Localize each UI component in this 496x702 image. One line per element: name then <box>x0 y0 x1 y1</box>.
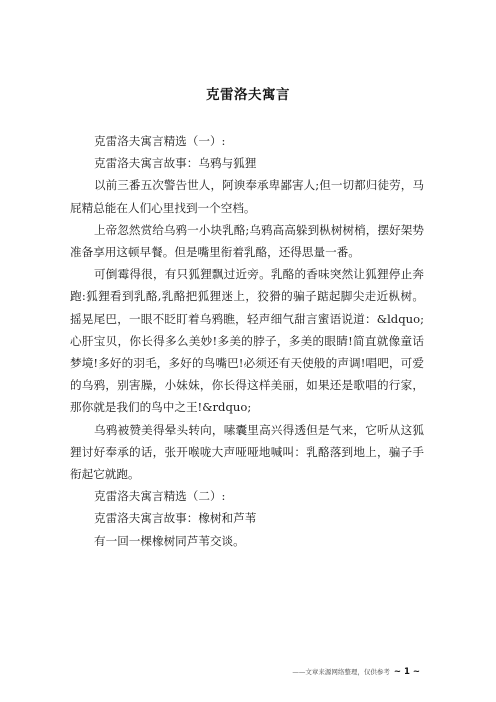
paragraph: 克雷洛夫寓言故事：乌鸦与狐狸 <box>94 156 257 171</box>
paragraph: 以前三番五次警告世人，阿谀奉承卑鄙害人;但一切都归徒劳，马屁精总能在人们心里找到一个空档。 <box>70 178 424 215</box>
paragraph: 克雷洛夫寓言故事：橡树和芦苇 <box>94 511 257 526</box>
document-body <box>70 130 424 552</box>
page-footer <box>292 666 420 678</box>
paragraph: 可倒霉得很，有只狐狸飘过近旁。乳酪的香味突然让狐狸停止奔跑:狐狸看到乳酪,乳酪把狐狸迷上，狡猾的骗子踮起脚尖走近枞树。摇晃尾巴，一眼不眨盯着乌鸦瞧，轻声细气甜言蜜语说道：&ldquo;心肝宝贝，你长得多么美妙!多美的脖子，多美的眼睛!简直就像童话梦境!多好的羽毛，多好的鸟嘴巴!必须还有天使般的声调!唱吧，可爱的乌鸦，别害臊，小妹妹，你长得这样美丽，如果还是歌唱的行家，那你就是我们的鸟中之王!&rdquo; <box>70 267 424 415</box>
paragraph: 乌鸦被赞美得晕头转向，嗉囊里高兴得透但是气来，它听从这狐狸讨好奉承的话，张开喉咙大声哑哑地喊叫：乳酪落到地上，骗子手衔起它就跑。 <box>70 422 424 482</box>
page-title: 克雷洛夫寓言 <box>206 87 290 103</box>
paragraph: 克雷洛夫寓言精选（一）: <box>94 134 226 148</box>
paragraph: 有一回一棵橡树同芦苇交谈。 <box>94 533 245 548</box>
source-note: ——文章来源网络整理，仅供参考 <box>292 668 390 676</box>
paragraph: 上帝忽然赏给乌鸦一小块乳酪;乌鸦高高躲到枞树树梢，摆好架势准备享用这顿早餐。但是嘴里衔着乳酪，还得思量一番。 <box>70 222 424 260</box>
page-number: ~ 1 ~ <box>393 667 420 677</box>
paragraph: 克雷洛夫寓言精选（二）: <box>94 489 226 504</box>
